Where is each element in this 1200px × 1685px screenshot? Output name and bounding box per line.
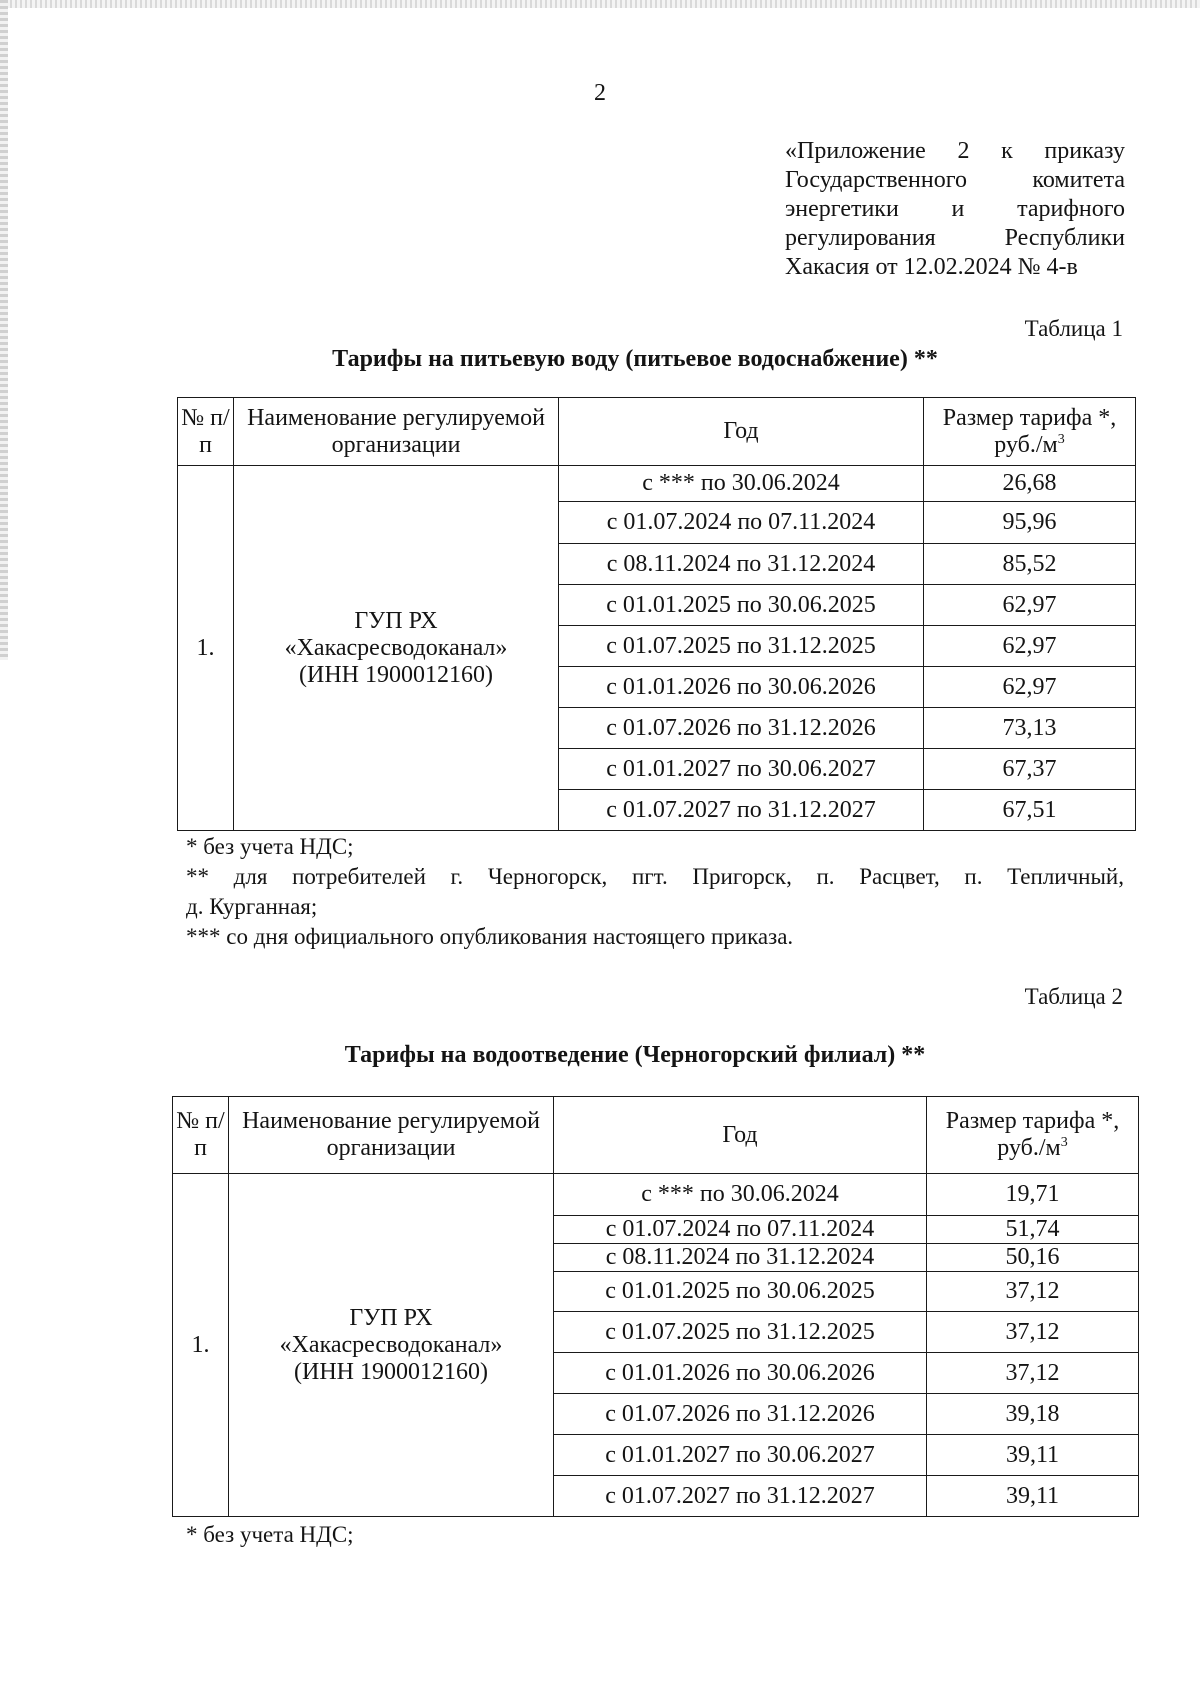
appendix-line: Хакасия от 12.02.2024 № 4-в (785, 254, 1078, 280)
footnote-consumers-cont: д. Курганная; (186, 894, 318, 919)
table-row (173, 1174, 1139, 1216)
period-cell: с 01.07.2027 по 31.12.2027 (559, 790, 924, 831)
table2-notes (186, 1520, 1124, 1550)
col-header-num: № п/п (178, 398, 234, 466)
tariff-cell: 26,68 (924, 466, 1136, 502)
tariff-cell: 62,97 (924, 585, 1136, 626)
footnote-vat: * без учета НДС; (186, 1522, 354, 1547)
tariff-cell: 37,12 (927, 1272, 1139, 1312)
tariff-cell: 39,11 (927, 1435, 1139, 1476)
tariff-cell: 95,96 (924, 502, 1136, 544)
scan-edge-top (0, 0, 1200, 8)
tariff-cell: 39,18 (927, 1394, 1139, 1435)
period-cell: с 01.07.2026 по 31.12.2026 (554, 1394, 927, 1435)
organization-line: (ИНН 1900012160) (294, 1358, 488, 1385)
appendix-line: регулирования Республики (785, 225, 1125, 251)
col-header-tariff (924, 398, 1136, 466)
organization-line: (ИНН 1900012160) (299, 661, 493, 688)
organization-line: «Хакасресводоканал» (284, 634, 508, 661)
col-header-tariff-text: Размер тарифа *, руб./м (942, 404, 1117, 458)
table2-title: Тарифы на водоотведение (Черногорский филиал) ** (344, 1042, 926, 1068)
organization-line: ГУП РХ (354, 607, 438, 634)
period-cell: с 01.07.2027 по 31.12.2027 (554, 1476, 927, 1517)
table2-header-row (173, 1097, 1139, 1174)
appendix-line: энергетики и тарифного (785, 196, 1125, 222)
tariff-cell: 50,16 (927, 1244, 1139, 1272)
tariff-cell: 39,11 (927, 1476, 1139, 1517)
tariff-cell: 62,97 (924, 667, 1136, 708)
footnote-vat: * без учета НДС; (186, 834, 354, 859)
appendix-line: Государственного комитета (785, 167, 1125, 193)
table1-title: Тарифы на питьевую воду (питьевое водоснабжение) ** (332, 346, 938, 372)
tariff-cell: 37,12 (927, 1312, 1139, 1353)
period-cell: с 01.07.2026 по 31.12.2026 (559, 708, 924, 749)
col-header-num: № п/п (173, 1097, 229, 1174)
tariff-cell: 85,52 (924, 544, 1136, 585)
period-cell: с 01.01.2026 по 30.06.2026 (554, 1353, 927, 1394)
table2 (172, 1096, 1139, 1517)
period-cell: с 01.07.2025 по 31.12.2025 (559, 626, 924, 667)
tariff-cell: 67,51 (924, 790, 1136, 831)
table-row (178, 466, 1136, 502)
period-cell: с 01.01.2027 по 30.06.2027 (554, 1435, 927, 1476)
period-cell: с 01.01.2025 по 30.06.2025 (559, 585, 924, 626)
page-number: 2 (594, 80, 606, 106)
period-cell: с *** по 30.06.2024 (554, 1174, 927, 1216)
footnote-consumers: ** для потребителей г. Черногорск, пгт. Пригорск, п. Расцвет, п. Тепличный, (186, 864, 1124, 889)
unit-superscript: 3 (1057, 431, 1065, 447)
footnote-publication: *** со дня официального опубликования настоящего приказа. (186, 924, 794, 949)
table2-label: Таблица 2 (1024, 984, 1123, 1009)
period-cell: с 01.01.2026 по 30.06.2026 (559, 667, 924, 708)
organization-cell (229, 1174, 554, 1517)
period-cell: с 01.01.2025 по 30.06.2025 (554, 1272, 927, 1312)
tariff-cell: 62,97 (924, 626, 1136, 667)
period-cell: с 01.01.2027 по 30.06.2027 (559, 749, 924, 790)
appendix-line: «Приложение 2 к приказу (785, 138, 1125, 164)
tariff-cell: 67,37 (924, 749, 1136, 790)
col-header-org: Наименование регулируемой организации (234, 398, 559, 466)
organization-line: ГУП РХ (349, 1304, 433, 1331)
col-header-tariff-text: Размер тарифа *, руб./м (945, 1108, 1120, 1161)
row-number: 1. (173, 1174, 229, 1517)
period-cell: с 01.07.2024 по 07.11.2024 (554, 1216, 927, 1244)
organization-cell (234, 466, 559, 831)
table1-label: Таблица 1 (1024, 316, 1123, 341)
period-cell: с 01.07.2024 по 07.11.2024 (559, 502, 924, 544)
period-cell: с 01.07.2025 по 31.12.2025 (554, 1312, 927, 1353)
col-header-tariff (927, 1097, 1139, 1174)
organization-line: «Хакасресводоканал» (279, 1331, 503, 1358)
appendix-header (785, 137, 1125, 282)
table1-header-row (178, 398, 1136, 466)
period-cell: с 08.11.2024 по 31.12.2024 (554, 1244, 927, 1272)
table1 (177, 397, 1136, 831)
tariff-cell: 37,12 (927, 1353, 1139, 1394)
row-number: 1. (178, 466, 234, 831)
period-cell: с *** по 30.06.2024 (559, 466, 924, 502)
period-cell: с 08.11.2024 по 31.12.2024 (559, 544, 924, 585)
tariff-cell: 51,74 (927, 1216, 1139, 1244)
table1-notes (186, 832, 1124, 952)
tariff-cell: 73,13 (924, 708, 1136, 749)
col-header-year: Год (554, 1097, 927, 1174)
tariff-cell: 19,71 (927, 1174, 1139, 1216)
col-header-year: Год (559, 398, 924, 466)
unit-superscript: 3 (1060, 1135, 1068, 1150)
col-header-org: Наименование регулируемой организации (229, 1097, 554, 1174)
